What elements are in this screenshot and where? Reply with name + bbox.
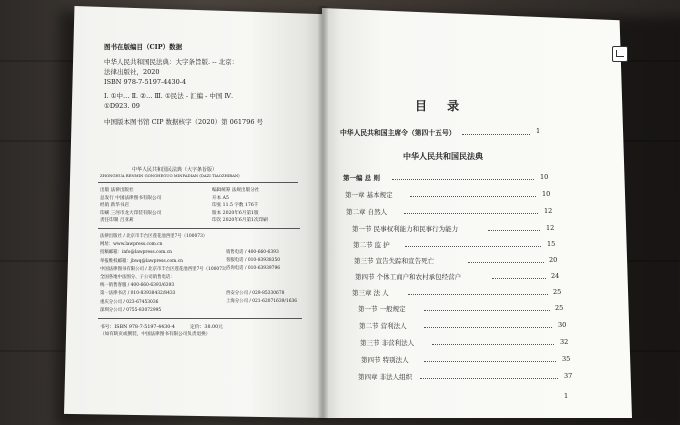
spec-line: 印张 11.5 字数 176千 bbox=[212, 203, 259, 209]
contact-line: 上海分公司 / 021-62071639/1636 bbox=[226, 298, 298, 304]
leader-dots bbox=[432, 344, 554, 345]
publisher-line: 总发行 中国法律图书有限公司 bbox=[100, 195, 162, 201]
leader-dots bbox=[392, 179, 534, 180]
toc-entry-page: 10 bbox=[540, 173, 549, 181]
contact-line: 深圳分公司 / 0755-83072995 bbox=[100, 307, 162, 313]
cip-class: Ⅰ. ①中… Ⅱ. ②… Ⅲ. ①民法 - 汇编 - 中国 Ⅳ. bbox=[104, 92, 234, 100]
cip-line: 法律出版社，2020 bbox=[104, 68, 160, 76]
contact-line: 网址：www.lawpress.com.cn bbox=[100, 242, 163, 248]
toc-entry-page: 20 bbox=[549, 256, 558, 264]
book-gutter bbox=[318, 6, 328, 420]
cip-isbn: ISBN 978-7-5197-4430-4 bbox=[104, 78, 187, 86]
cip-class: ①D923. 09 bbox=[104, 102, 140, 110]
toc-entry-page: 32 bbox=[560, 338, 569, 346]
spec-block bbox=[212, 187, 268, 225]
contact-line: 重庆分公司 / 023-67453036 bbox=[100, 299, 159, 305]
spec-line: 版本 2020年6月第1版 bbox=[212, 210, 259, 216]
toc-entry-page: 1 bbox=[536, 127, 541, 135]
page-number: 1 bbox=[564, 392, 569, 400]
leader-dots bbox=[408, 294, 548, 295]
leader-dots bbox=[468, 262, 544, 263]
contact-line: 统一销售客服 / 400-660-6393/6393 bbox=[100, 283, 175, 289]
contact-block bbox=[100, 233, 229, 315]
cip-line: 中华人民共和国民法典：大字条旨版. -- 北京： bbox=[104, 58, 239, 66]
toc-entry-page: 15 bbox=[547, 240, 556, 248]
toc-entry-label: 第二章 自然人 bbox=[346, 208, 388, 216]
contact-right-block bbox=[226, 249, 297, 306]
toc-entry-page: 10 bbox=[542, 190, 551, 198]
leader-dots bbox=[424, 361, 556, 362]
toc-entry-label: 第一节 民事权利能力和民事行为能力 bbox=[352, 225, 459, 233]
publisher-line: 出版 法律出版社 bbox=[100, 188, 134, 193]
contact-line: 咨询电话 / 010-63939796 bbox=[226, 266, 281, 272]
law-title: 中华人民共和国民法典 bbox=[403, 151, 483, 161]
toc-entry-label: 第四章 非法人组织 bbox=[358, 373, 413, 381]
toc-entry-label: 第三章 法 人 bbox=[352, 289, 389, 297]
contact-line: 投稿邮箱：info@lawpress.com.cn bbox=[100, 250, 172, 256]
leader-dots bbox=[492, 278, 546, 279]
divider bbox=[98, 318, 302, 319]
publisher-block bbox=[100, 187, 161, 225]
divider bbox=[98, 182, 298, 183]
toc-entry-page: 30 bbox=[558, 321, 567, 329]
publisher-line: 印刷 三河市龙大印装有限公司 bbox=[100, 210, 162, 216]
leader-dots bbox=[488, 230, 540, 231]
toc-entry-label: 第四节 特别法人 bbox=[361, 356, 409, 364]
toc-entry-label: 第四节 个体工商户和农村承包经营户 bbox=[355, 273, 462, 281]
contact-line: 举报维权邮箱：jbwq@lawpress.com.cn bbox=[100, 258, 184, 264]
pencil-icon bbox=[612, 46, 628, 62]
spec-line: 印次 2020年6月第1次印刷 bbox=[212, 218, 268, 224]
toc-entry-page: 12 bbox=[544, 207, 553, 215]
toc-entry-page: 25 bbox=[555, 304, 564, 312]
leader-dots bbox=[404, 213, 538, 214]
toc-entry-page: 35 bbox=[562, 355, 571, 363]
book-pinyin: ZHONGHUA RENMIN GONGHEGUO MINFADIAN (DAZI TIAOZHIBAN) bbox=[100, 173, 240, 178]
toc-entry-label: 第二节 监 护 bbox=[353, 241, 390, 249]
toc-entry-page: 12 bbox=[546, 224, 555, 232]
toc-title: 目 录 bbox=[415, 99, 468, 113]
publisher-line: 经销 新华书店 bbox=[100, 203, 130, 209]
divider bbox=[98, 228, 300, 229]
toc-entry-label: 第一节 一般规定 bbox=[358, 305, 406, 313]
spec-line: 编辑统筹 法规出版分社 bbox=[212, 188, 260, 193]
toc-entry-label: 第三节 宣告失踪和宣告死亡 bbox=[354, 257, 435, 265]
contact-line: 第一法律书店 / 010-83938432/8433 bbox=[100, 291, 176, 297]
contact-line: 销售电话 / 400-660-6393 bbox=[226, 250, 279, 255]
contact-line: 法律出版社 / 北京市丰台区莲花池西里7号（100073） bbox=[100, 234, 208, 239]
leader-dots bbox=[424, 327, 552, 328]
isbn-footer: 书号：ISBN 978-7-5197-4430-4 bbox=[100, 325, 175, 330]
leader-dots bbox=[410, 196, 536, 197]
leader-dots bbox=[405, 246, 541, 247]
toc-entry-label: 中华人民共和国主席令（第四十五号） bbox=[340, 129, 456, 137]
notice: （如有缺页或倒装，中国法律图书有限公司负责退换） bbox=[100, 332, 211, 337]
toc-entry-page: 25 bbox=[553, 288, 562, 296]
price: 定价：38.00元 bbox=[190, 325, 223, 330]
toc-entry-label: 第二节 营利法人 bbox=[359, 322, 407, 330]
toc-entry-label: 第一章 基本规定 bbox=[345, 191, 393, 199]
publisher-line: 责任印制 吕亚莉 bbox=[100, 218, 134, 224]
leader-dots bbox=[424, 310, 550, 311]
toc-entry-label: 第一编 总 则 bbox=[343, 174, 381, 182]
cip-number: 中国版本图书馆 CIP 数据核字（2020）第 061796 号 bbox=[104, 118, 264, 126]
book-title-small: 中华人民共和国民法典（大字条旨版） bbox=[132, 167, 218, 173]
leader-dots bbox=[420, 378, 558, 379]
cip-title: 图书在版编目（CIP）数据 bbox=[104, 43, 183, 51]
contact-line: 客服电话 / 010-83938350 bbox=[226, 258, 281, 264]
leader-dots bbox=[462, 134, 530, 135]
spec-line: 开本 A5 bbox=[212, 195, 229, 201]
contact-line: 西安分公司 / 029-85330678 bbox=[226, 290, 285, 296]
toc-entry-page: 24 bbox=[551, 272, 560, 280]
toc-entry-label: 第三节 非营利法人 bbox=[360, 339, 415, 347]
contact-line: 中国法律图书有限公司 / 北京市丰台区莲花池西里7号（100073） bbox=[100, 266, 230, 272]
toc-entry-page: 37 bbox=[564, 372, 573, 380]
contact-line: 全国各地中法图分、子公司销售电话： bbox=[100, 275, 175, 281]
